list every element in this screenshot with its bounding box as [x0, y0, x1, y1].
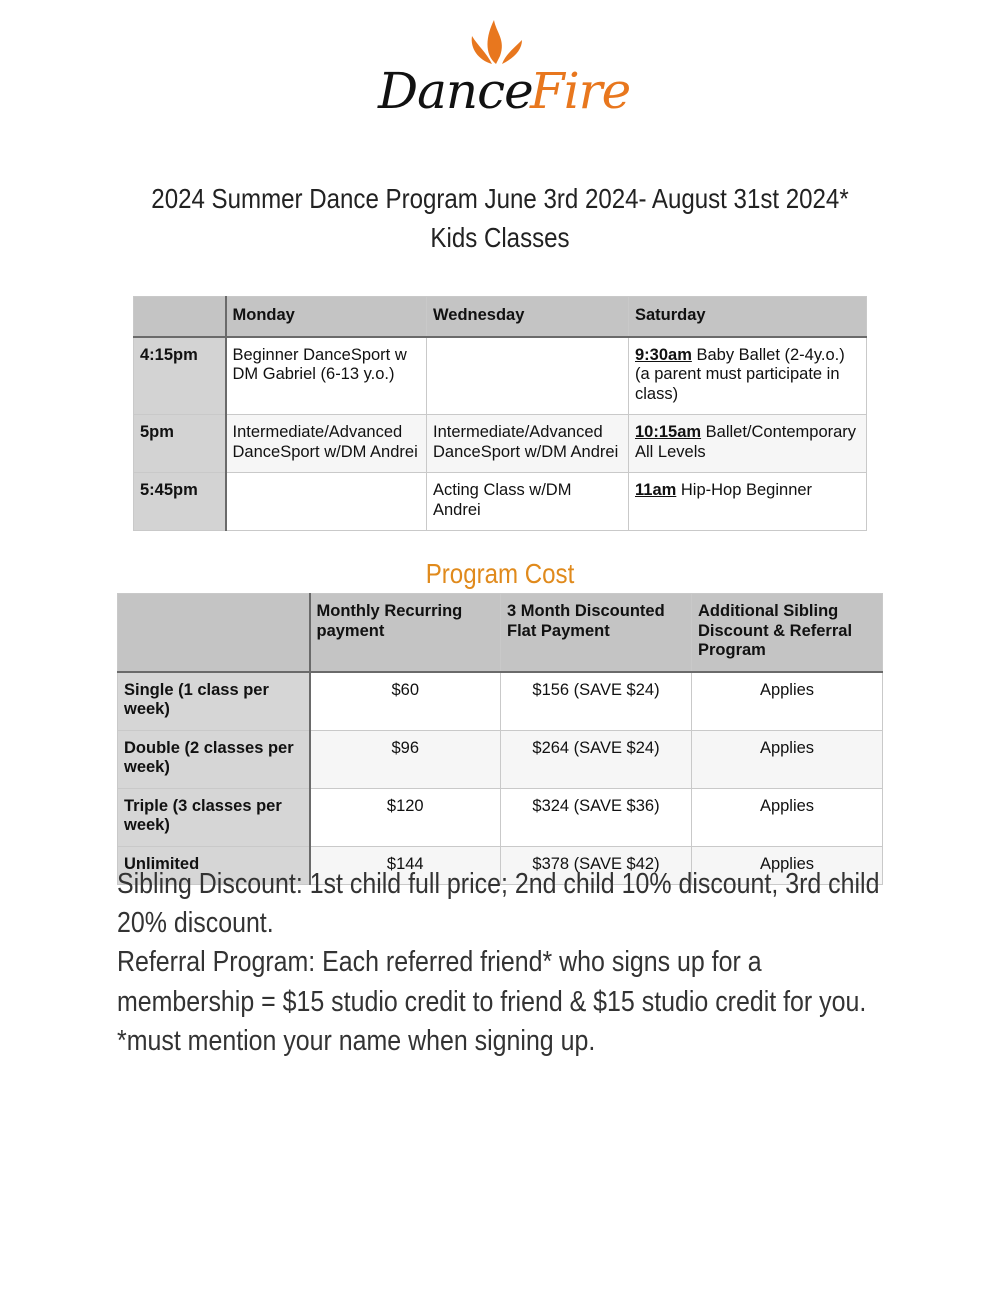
cost-plan: Double (2 classes per week) [118, 730, 310, 788]
cost-flat: $324 (SAVE $36) [501, 788, 692, 846]
cost-header-flat: 3 Month Discounted Flat Payment [501, 594, 692, 672]
flame-icon [466, 16, 526, 66]
cost-row [118, 788, 883, 846]
schedule-time: 5:45pm [134, 473, 226, 531]
cost-monthly: $144 [310, 846, 501, 885]
cost-header-corner [118, 594, 310, 672]
sibling-discount-text: Sibling Discount: 1st child full price; 2nd child 10% discount, 3rd child [117, 868, 880, 900]
cost-flat: $264 (SAVE $24) [501, 730, 692, 788]
cost-sibling: Applies [692, 672, 883, 731]
schedule-table [133, 296, 867, 531]
cost-row [118, 672, 883, 731]
schedule-cell-monday: Beginner DanceSport w DM Gabriel (6-13 y.o.) [226, 337, 427, 415]
class-time: 11am [635, 481, 677, 499]
schedule-header-corner [134, 297, 226, 337]
cost-row [118, 730, 883, 788]
cost-sibling: Applies [692, 788, 883, 846]
schedule-cell-saturday [629, 415, 867, 473]
program-cost-table [117, 593, 883, 885]
dance-fire-logo [370, 14, 640, 124]
schedule-time: 5pm [134, 415, 226, 473]
class-description: Ballet/Contemporary All Levels [635, 423, 857, 461]
schedule-cell-saturday [629, 337, 867, 415]
page-subtitle: Kids Classes [430, 222, 570, 253]
logo-word-fire: Fire [530, 62, 631, 120]
schedule-row [134, 473, 867, 531]
cost-sibling: Applies [692, 730, 883, 788]
schedule-cell-saturday [629, 473, 867, 531]
cost-flat: $156 (SAVE $24) [501, 672, 692, 731]
class-time: 10:15am [635, 423, 702, 441]
schedule-header-wednesday: Wednesday [427, 297, 629, 337]
schedule-row [134, 415, 867, 473]
cost-plan: Single (1 class per week) [118, 672, 310, 731]
cost-monthly: $96 [310, 730, 501, 788]
schedule-cell-monday: Intermediate/Advanced DanceSport w/DM Andrei [226, 415, 427, 473]
cost-header-monthly: Monthly Recurring payment [310, 594, 501, 672]
schedule-cell-wednesday: Intermediate/Advanced DanceSport w/DM Andrei [427, 415, 629, 473]
schedule-cell-monday [226, 473, 427, 531]
class-time: 9:30am [635, 345, 692, 364]
discount-notes [117, 865, 880, 1061]
cost-header-row [118, 594, 883, 672]
schedule-cell-wednesday: Acting Class w/DM Andrei [427, 473, 629, 531]
cost-monthly: $120 [310, 788, 501, 846]
class-description: Hip-Hop Beginner [676, 481, 813, 499]
cost-header-sibling: Additional Sibling Discount & Referral Program [692, 594, 883, 672]
cost-flat: $378 (SAVE $42) [501, 846, 692, 885]
schedule-row [134, 337, 867, 415]
schedule-header-row [134, 297, 867, 337]
cost-plan: Unlimited [118, 846, 310, 885]
schedule-header-saturday: Saturday [629, 297, 867, 337]
page-title: 2024 Summer Dance Program June 3rd 2024- August 31st 2024* [151, 183, 849, 214]
sibling-discount-text-cont: 20% discount. [117, 907, 274, 940]
schedule-header-monday: Monday [226, 297, 427, 337]
class-description: Baby Ballet (2-4y.o.) (a parent must participate in class) [635, 345, 845, 403]
schedule-time: 4:15pm [134, 337, 226, 415]
cost-monthly: $60 [310, 672, 501, 731]
referral-footnote: *must mention your name when signing up. [117, 1024, 596, 1057]
cost-sibling: Applies [692, 846, 883, 885]
schedule-cell-wednesday [427, 337, 629, 415]
logo-word-dance: Dance [378, 62, 533, 120]
program-cost-title: Program Cost [425, 558, 575, 589]
referral-program-text: Referral Program: Each referred friend* who signs up for a [117, 946, 762, 979]
cost-plan: Triple (3 classes per week) [118, 788, 310, 846]
referral-program-text-cont: membership = $15 studio credit to friend & $15 studio credit for you. [117, 985, 867, 1018]
